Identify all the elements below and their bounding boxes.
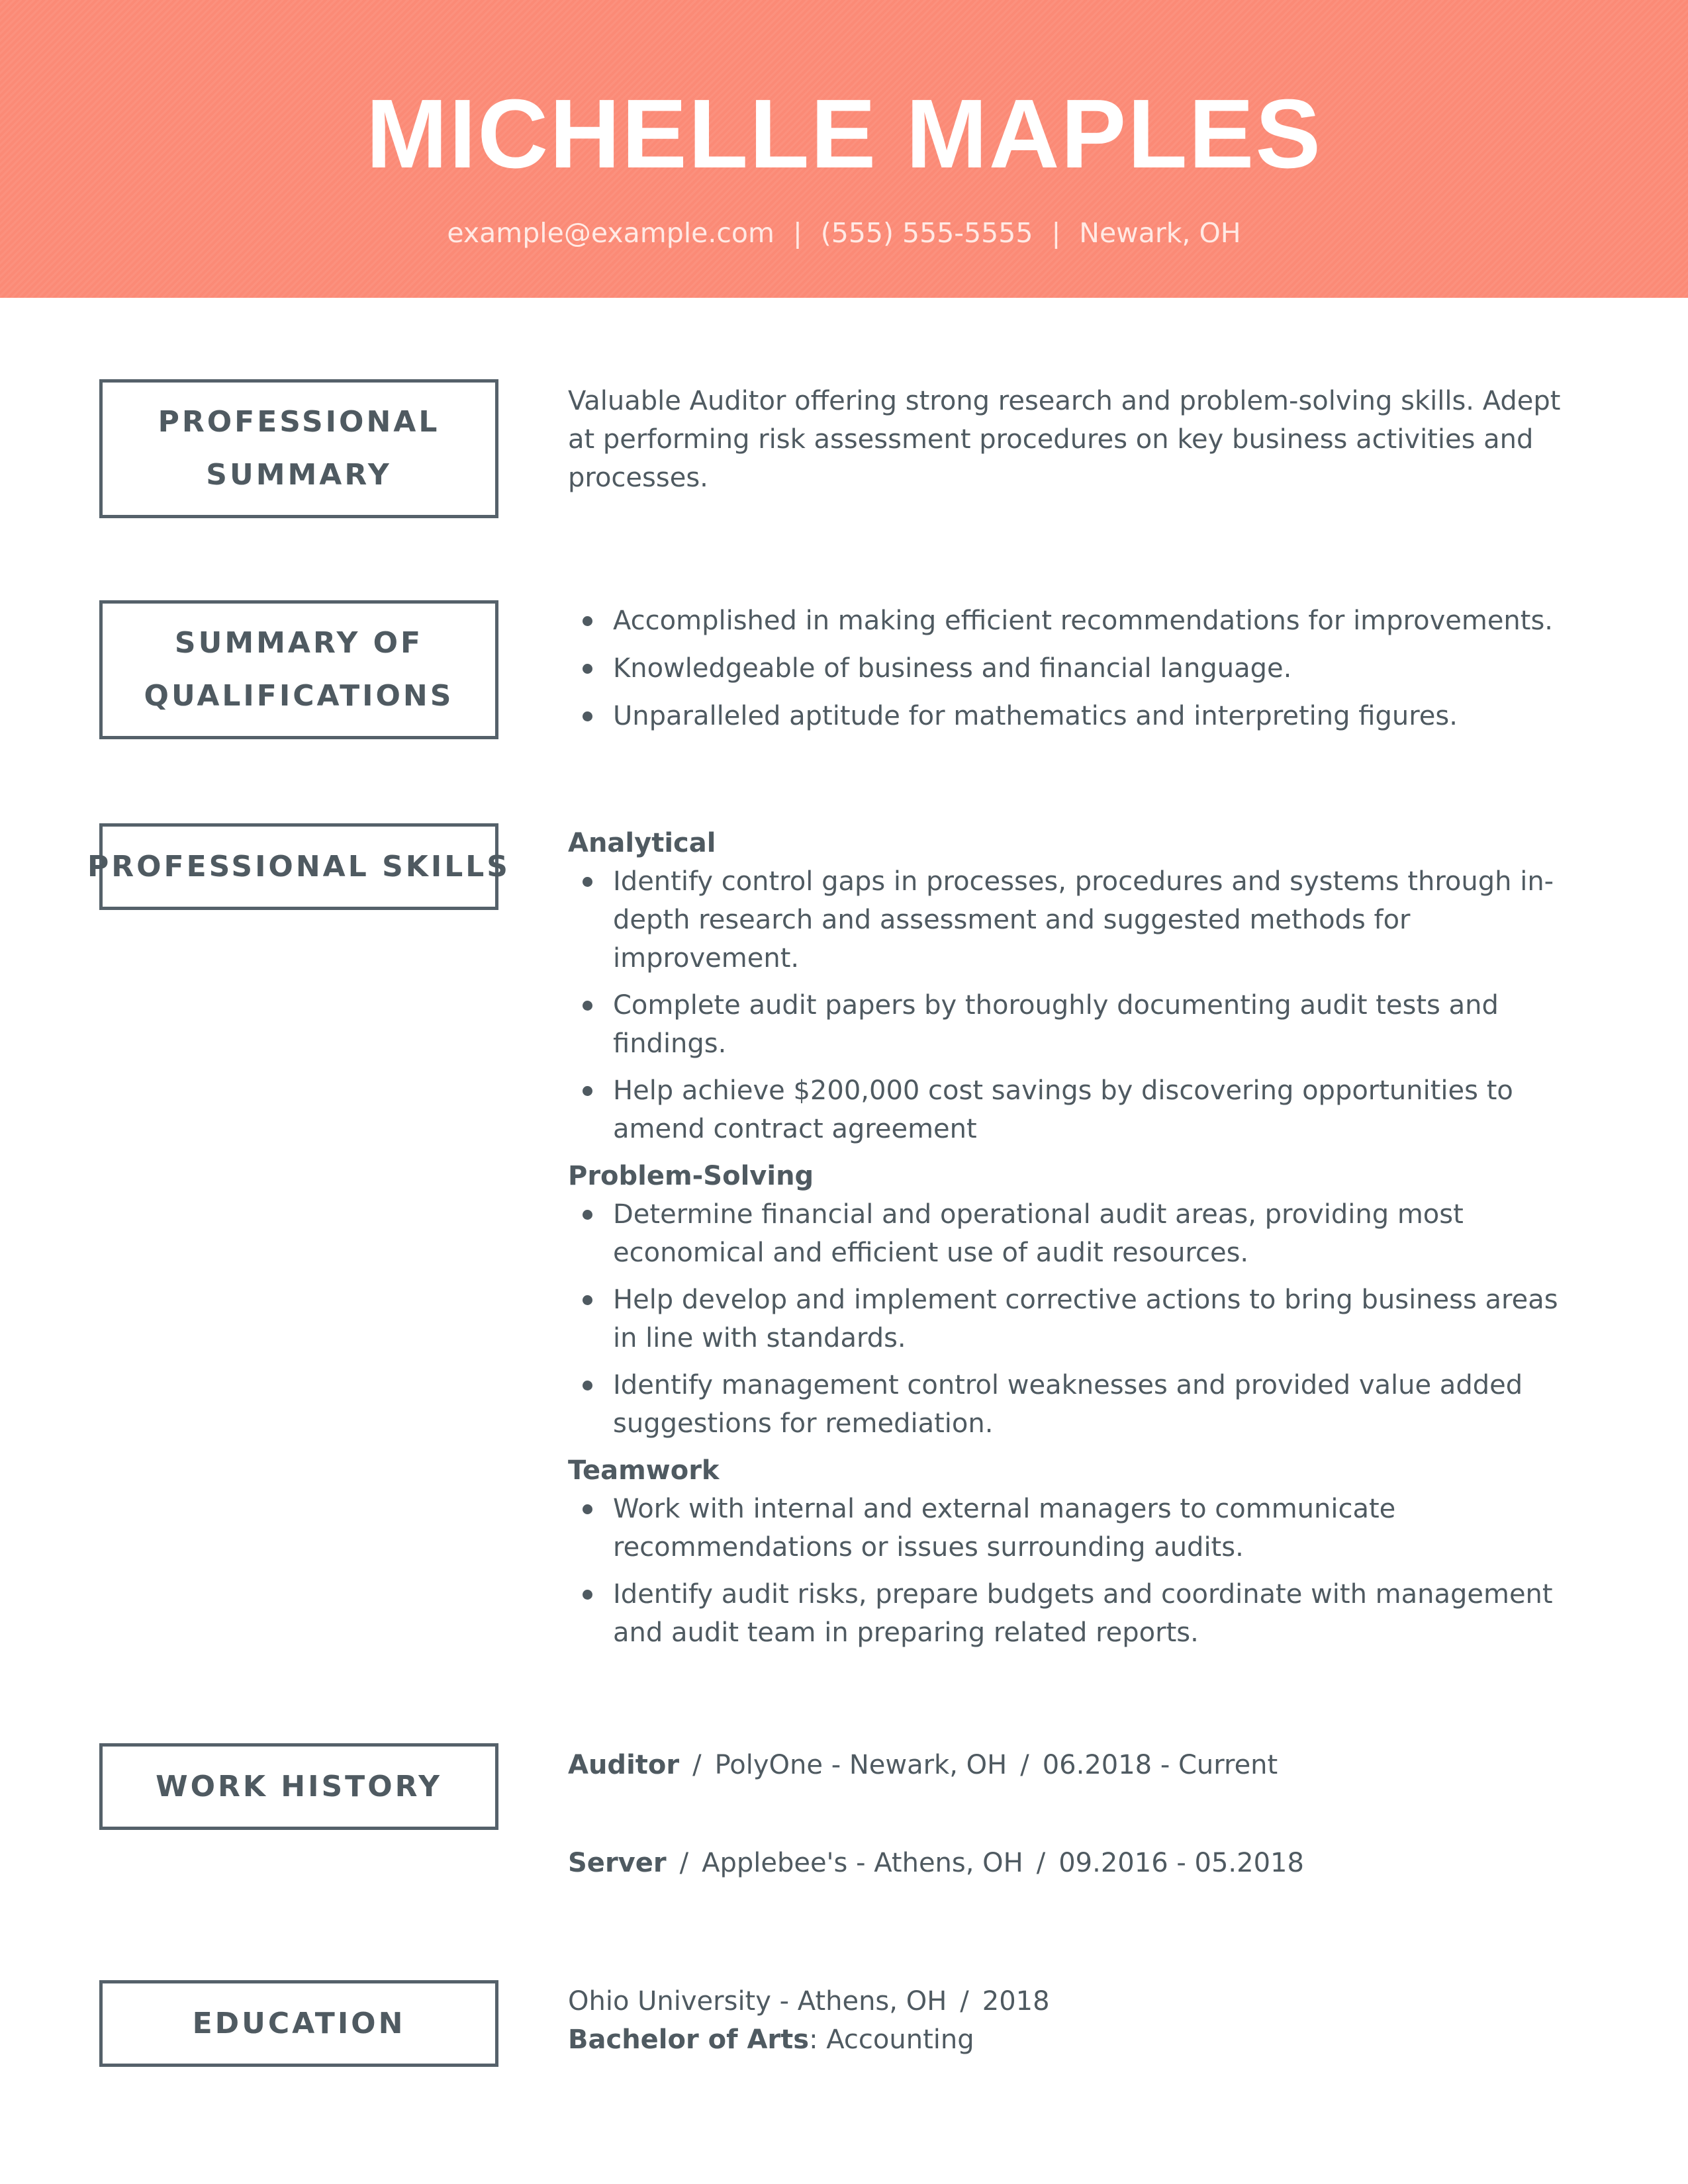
list-item: Knowledgeable of business and financial language. bbox=[568, 649, 1574, 688]
list-item: Identify control gaps in processes, procedures and systems through in-depth research and assessment and suggested methods for improvement. bbox=[568, 862, 1574, 978]
list-item: Determine financial and operational audit areas, providing most economical and efficient use of audit resources. bbox=[568, 1195, 1574, 1272]
candidate-name: MICHELLE MAPLES bbox=[365, 79, 1323, 189]
section-heading-line: SUMMARY bbox=[206, 458, 392, 492]
section-heading-professional-skills bbox=[87, 823, 510, 910]
list-item: Identify audit risks, prepare budgets and coordinate with management and audit team in preparing related reports. bbox=[568, 1575, 1574, 1652]
job-title: Server bbox=[568, 1848, 667, 1878]
list-item: Work with internal and external managers to communicate recommendations or issues surrounding audits. bbox=[568, 1490, 1574, 1567]
list-item: Help develop and implement corrective actions to bring business areas in line with standards. bbox=[568, 1281, 1574, 1357]
contact-line bbox=[0, 213, 1688, 253]
skill-group-title: Analytical bbox=[568, 828, 716, 858]
degree-separator: : bbox=[809, 2025, 818, 2055]
professional-summary-content bbox=[568, 382, 1574, 497]
separator: / bbox=[692, 1750, 702, 1780]
job-employer: Applebee's - Athens, OH bbox=[702, 1848, 1023, 1878]
skill-group-title: Teamwork bbox=[568, 1455, 720, 1486]
section-heading-line: EDUCATION bbox=[192, 2006, 406, 2040]
work-entry bbox=[568, 1746, 1278, 1784]
contact-separator: | bbox=[1051, 217, 1061, 249]
job-employer: PolyOne - Newark, OH bbox=[714, 1750, 1008, 1780]
qualifications-content bbox=[568, 602, 1574, 745]
list-item: Help achieve $200,000 cost savings by discovering opportunities to amend contract agreement bbox=[568, 1071, 1574, 1148]
summary-text: Valuable Auditor offering strong research and problem-solving skills. Adept at performing risk assessment procedures on key business activities and processes. bbox=[568, 386, 1561, 493]
professional-skills-content bbox=[568, 824, 1574, 1661]
degree-field: Accounting bbox=[826, 2025, 974, 2055]
education-school-line bbox=[568, 1982, 1050, 2021]
separator: / bbox=[1020, 1750, 1029, 1780]
separator: / bbox=[960, 1986, 969, 2017]
section-heading-line: QUALIFICATIONS bbox=[144, 679, 454, 713]
section-heading-line: PROFESSIONAL bbox=[158, 405, 440, 439]
skill-group-list bbox=[568, 862, 1574, 1148]
list-item: Identify management control weaknesses and provided value added suggestions for remediation. bbox=[568, 1366, 1574, 1443]
contact-separator: | bbox=[792, 217, 802, 249]
contact-phone: (555) 555-5555 bbox=[820, 217, 1033, 249]
contact-location: Newark, OH bbox=[1079, 217, 1241, 249]
separator: / bbox=[1036, 1848, 1046, 1878]
qualifications-list bbox=[568, 602, 1574, 735]
separator: / bbox=[679, 1848, 689, 1878]
work-entry bbox=[568, 1844, 1304, 1882]
job-title: Auditor bbox=[568, 1750, 680, 1780]
school-name: Ohio University - Athens, OH bbox=[568, 1986, 947, 2017]
contact-email: example@example.com bbox=[447, 217, 774, 249]
header-banner bbox=[0, 0, 1688, 298]
section-heading-line: PROFESSIONAL SKILLS bbox=[87, 849, 510, 884]
education-degree-line bbox=[568, 2021, 974, 2059]
job-dates: 09.2016 - 05.2018 bbox=[1058, 1848, 1304, 1878]
section-heading-line: WORK HISTORY bbox=[156, 1769, 442, 1803]
section-heading-professional-summary bbox=[99, 379, 498, 518]
section-heading-qualifications bbox=[99, 600, 498, 739]
skill-group-list bbox=[568, 1490, 1574, 1652]
section-heading-line: SUMMARY OF bbox=[174, 626, 424, 660]
skill-group-list bbox=[568, 1195, 1574, 1443]
graduation-year: 2018 bbox=[982, 1986, 1050, 2017]
list-item: Accomplished in making efficient recommendations for improvements. bbox=[568, 602, 1574, 640]
job-dates: 06.2018 - Current bbox=[1042, 1750, 1278, 1780]
degree-name: Bachelor of Arts bbox=[568, 2025, 810, 2055]
list-item: Unparalleled aptitude for mathematics and interpreting figures. bbox=[568, 697, 1574, 735]
skill-group-title: Problem-Solving bbox=[568, 1161, 814, 1191]
section-heading-work-history bbox=[99, 1743, 498, 1830]
section-heading-education bbox=[99, 1980, 498, 2067]
list-item: Complete audit papers by thoroughly documenting audit tests and findings. bbox=[568, 986, 1574, 1063]
